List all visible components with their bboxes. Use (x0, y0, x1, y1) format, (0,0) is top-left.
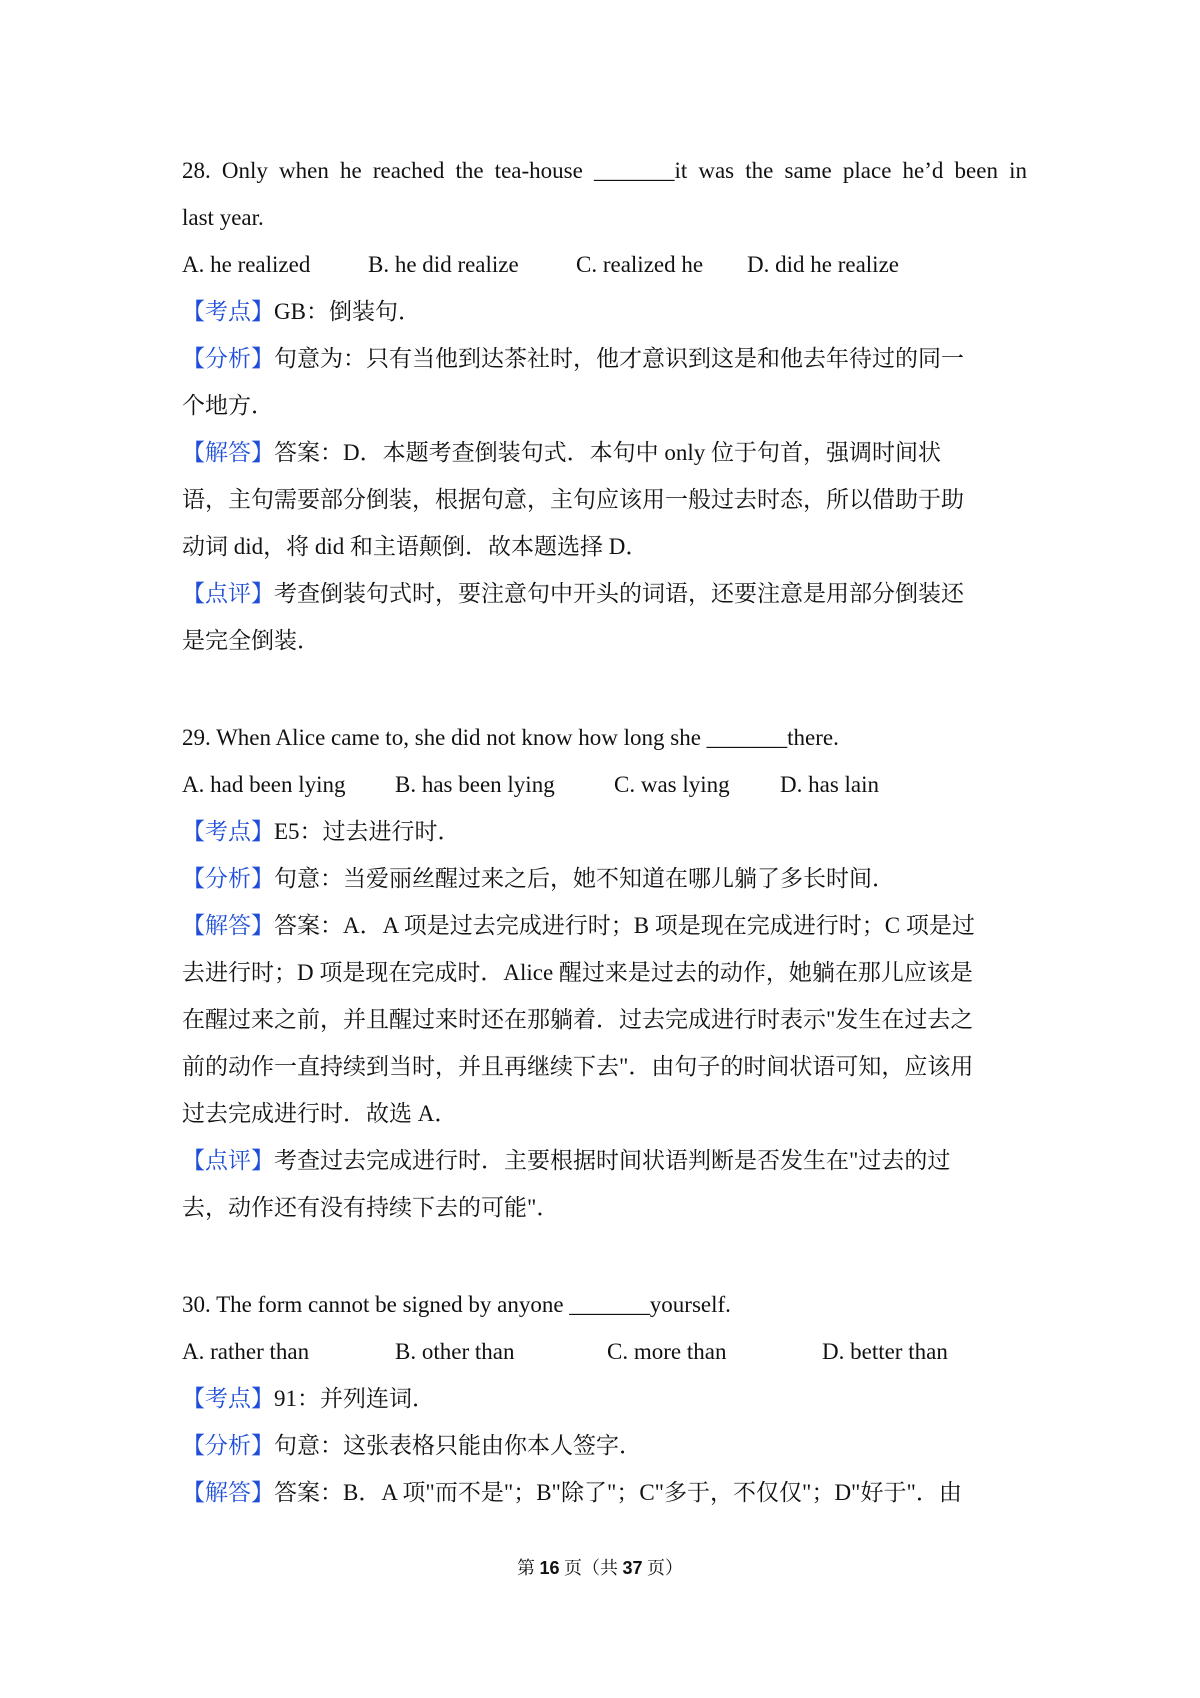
dianping-text: 考查倒装句式时，要注意句中开头的词语，还要注意是用部分倒装还 (274, 581, 964, 606)
jieda-cont: 前的动作一直持续到当时，并且再继续下去"．由句子的时间状语可知，应该用 (182, 1054, 974, 1079)
dianping-cont: 去，动作还有没有持续下去的可能"． (182, 1195, 560, 1220)
page-footer (0, 1556, 1200, 1580)
option-c: C. realized he (576, 252, 704, 277)
fenxi-text: 句意：当爱丽丝醒过来之后，她不知道在哪儿躺了多长时间． (274, 866, 895, 891)
option-a: A. had been lying (182, 772, 346, 797)
option-c: C. more than (607, 1339, 727, 1364)
option-a: A. rather than (182, 1339, 310, 1364)
jieda-text: 答案：B．A 项"而不是"；B"除了"；C"多于，不仅仅"；D"好于"．由 (274, 1480, 962, 1505)
page-total: 37 (622, 1558, 643, 1578)
footer-suffix: 页） (642, 1558, 684, 1578)
jieda-tag: 【解答】 (182, 440, 274, 465)
kaodian-tag: 【考点】 (182, 299, 274, 324)
dianping-line (182, 1147, 950, 1175)
jieda-tag: 【解答】 (182, 1480, 274, 1505)
fenxi-text: 句意：这张表格只能由你本人签字． (274, 1433, 642, 1458)
option-d: D. has lain (780, 772, 880, 797)
option-c: C. was lying (614, 772, 730, 797)
option-b: B. other than (395, 1339, 515, 1364)
kaodian-tag: 【考点】 (182, 1386, 274, 1411)
fenxi-line (182, 1432, 642, 1460)
dianping-tag: 【点评】 (182, 581, 274, 606)
dianping-cont: 是完全倒装． (182, 628, 320, 653)
jieda-cont: 去进行时；D 项是现在完成时．Alice 醒过来是过去的动作，她躺在那儿应该是 (182, 960, 973, 985)
fenxi-tag: 【分析】 (182, 1433, 274, 1458)
fenxi-line (182, 345, 964, 373)
question-stem: 29. When Alice came to, she did not know how long she _______there. (182, 725, 839, 750)
dianping-text: 考查过去完成进行时．主要根据时间状语判断是否发生在"过去的过 (274, 1148, 951, 1173)
jieda-cont: 语，主句需要部分倒装，根据句意，主句应该用一般过去时态，所以借助于助 (182, 487, 964, 512)
question-stem-cont: last year. (182, 205, 264, 230)
kaodian-text: GB：倒装句． (274, 299, 421, 324)
fenxi-tag: 【分析】 (182, 866, 274, 891)
footer-prefix: 第 (516, 1558, 540, 1578)
jieda-cont: 在醒过来之前，并且醒过来时还在那躺着．过去完成进行时表示"发生在过去之 (182, 1007, 974, 1032)
option-a: A. he realized (182, 252, 311, 277)
footer-middle: 页（共 (559, 1558, 623, 1578)
jieda-cont: 动词 did，将 did 和主语颠倒．故本题选择 D． (182, 534, 649, 559)
kaodian-text: 91：并列连词． (274, 1386, 435, 1411)
page-number: 16 (539, 1558, 560, 1578)
fenxi-line (182, 865, 895, 893)
jieda-text: 答案：A．A 项是过去完成进行时；B 项是现在完成进行时；C 项是过 (274, 913, 975, 938)
option-b: B. has been lying (395, 772, 555, 797)
jieda-text: 答案：D．本题考查倒装句式．本句中 only 位于句首，强调时间状 (274, 440, 941, 465)
jieda-tag: 【解答】 (182, 913, 274, 938)
jieda-line (182, 439, 941, 467)
dianping-line (182, 580, 964, 608)
fenxi-tag: 【分析】 (182, 346, 274, 371)
option-d: D. did he realize (747, 252, 899, 277)
fenxi-cont: 个地方． (182, 393, 274, 418)
jieda-line (182, 1479, 962, 1507)
kaodian-tag: 【考点】 (182, 819, 274, 844)
question-stem: 30. The form cannot be signed by anyone _______yourself. (182, 1292, 731, 1317)
fenxi-text: 句意为：只有当他到达茶社时，他才意识到这是和他去年待过的同一 (274, 346, 964, 371)
option-d: D. better than (822, 1339, 948, 1364)
jieda-cont: 过去完成进行时．故选 A． (182, 1101, 458, 1126)
kaodian-line (182, 298, 421, 326)
kaodian-text: E5：过去进行时． (274, 819, 461, 844)
jieda-line (182, 912, 975, 940)
kaodian-line (182, 818, 461, 846)
dianping-tag: 【点评】 (182, 1148, 274, 1173)
question-stem: 28. Only when he reached the tea-house _______it was the same place he’d been in (182, 158, 1027, 183)
kaodian-line (182, 1385, 435, 1413)
option-b: B. he did realize (368, 252, 519, 277)
